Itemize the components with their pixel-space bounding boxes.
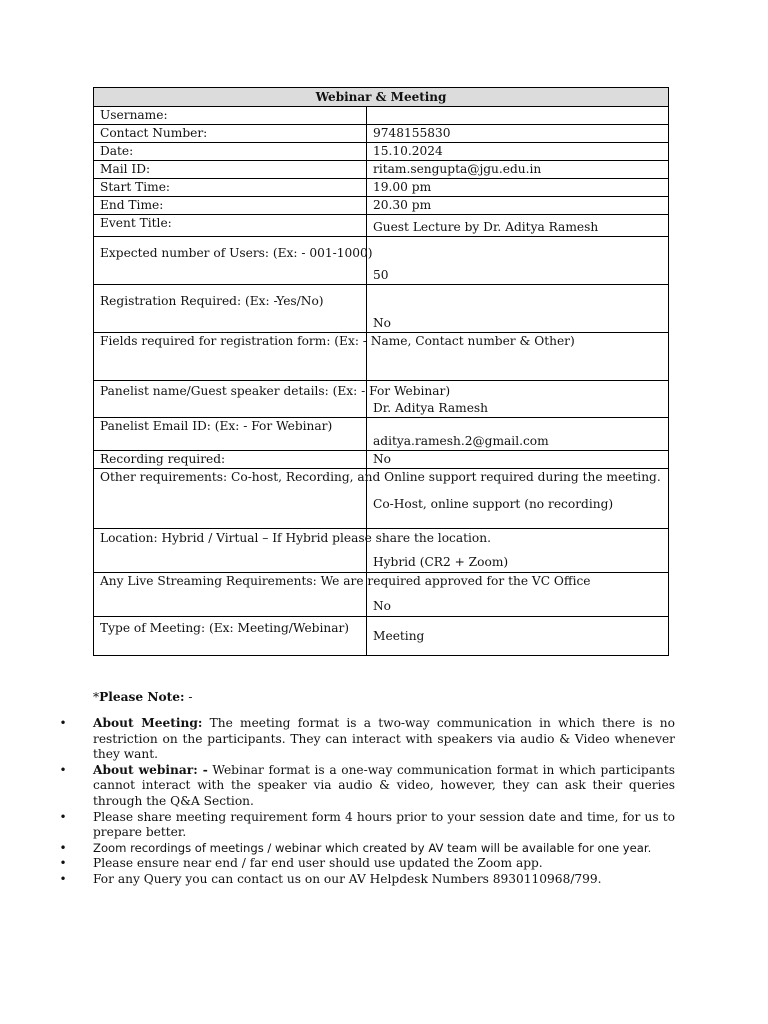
username-label: Username:	[94, 107, 367, 125]
note-title-bold: Please Note:	[99, 690, 185, 704]
event-title-label: Event Title:	[94, 215, 367, 237]
registration-required-label: Registration Required: (Ex: -Yes/No)	[94, 285, 367, 333]
webinar-meeting-form-table	[93, 87, 669, 656]
note-text-zoom-app: Please ensure near end / far end user should use updated the Zoom app.	[93, 856, 543, 871]
registration-required-value: No	[367, 285, 669, 333]
username-value	[367, 107, 669, 125]
table-row	[94, 572, 669, 616]
date-label: Date:	[94, 143, 367, 161]
table-row	[94, 418, 669, 451]
note-text-helpdesk: For any Query you can contact us on our AV Helpdesk Numbers 8930110968/799.	[93, 871, 602, 886]
meeting-type-label: Type of Meeting: (Ex: Meeting/Webinar)	[94, 616, 367, 655]
start-time-value: 19.00 pm	[367, 179, 669, 197]
date-value: 15.10.2024	[367, 143, 669, 161]
note-text-zoom-recordings: Zoom recordings of meetings / webinar which created by AV team will be available for one year.	[93, 840, 652, 855]
panelist-email-value: aditya.ramesh.2@gmail.com	[367, 418, 669, 451]
bullet-icon: •	[59, 871, 67, 886]
note-title-rest: -	[184, 690, 193, 704]
panelist-email-label: Panelist Email ID: (Ex: - For Webinar)	[94, 418, 367, 451]
table-row	[94, 381, 669, 418]
live-streaming-value: No	[367, 572, 669, 616]
expected-users-label: Expected number of Users: (Ex: - 001-1000)	[94, 237, 367, 285]
contact-number-label: Contact Number:	[94, 125, 367, 143]
table-row	[94, 125, 669, 143]
table-row	[94, 179, 669, 197]
table-row	[94, 107, 669, 125]
table-row	[94, 285, 669, 333]
please-note-heading	[93, 690, 193, 704]
note-text-about-meeting: The meeting format is a two-way communication in which there is no restriction on the participants. They can interact with speakers via audio & Video whenever they want.	[93, 716, 675, 762]
table-row	[94, 528, 669, 572]
table-row	[94, 468, 669, 528]
list-item	[58, 841, 675, 857]
list-item	[58, 856, 675, 872]
other-requirements-value: Co-Host, online support (no recording)	[367, 468, 669, 528]
table-row	[94, 161, 669, 179]
note-text-about-webinar: Webinar format is a one-way communication format in which participants cannot interact with the speaker via audio & video, however, they can ask their queries through the Q&A Section.	[93, 762, 676, 808]
end-time-label: End Time:	[94, 197, 367, 215]
table-row	[94, 616, 669, 655]
note-bold-about-webinar: About webinar: -	[93, 762, 208, 777]
table-row	[94, 143, 669, 161]
other-requirements-label: Other requirements: Co-host, Recording, and Online support required during the meeting.	[94, 468, 367, 528]
end-time-value: 20.30 pm	[367, 197, 669, 215]
bullet-icon: •	[59, 856, 67, 871]
bullet-icon: •	[59, 762, 67, 777]
bullet-icon: •	[59, 809, 67, 824]
table-row	[94, 333, 669, 381]
list-item	[58, 763, 675, 810]
table-title: Webinar & Meeting	[94, 88, 669, 107]
registration-fields-label: Fields required for registration form: (Ex: - Name, Contact number & Other)	[94, 333, 367, 381]
note-text-share-form: Please share meeting requirement form 4 hours prior to your session date and time, for us to prepare better.	[93, 809, 675, 840]
recording-required-value: No	[367, 451, 669, 469]
location-value: Hybrid (CR2 + Zoom)	[367, 528, 669, 572]
notes-list	[58, 716, 675, 888]
list-item	[58, 716, 675, 763]
mail-id-value: ritam.sengupta@jgu.edu.in	[367, 161, 669, 179]
list-item	[58, 872, 675, 888]
location-label: Location: Hybrid / Virtual – If Hybrid please share the location.	[94, 528, 367, 572]
note-asterisk: *	[93, 690, 100, 704]
mail-id-label: Mail ID:	[94, 161, 367, 179]
panelist-name-value: Dr. Aditya Ramesh	[367, 381, 669, 418]
bullet-icon: •	[59, 716, 67, 730]
start-time-label: Start Time:	[94, 179, 367, 197]
live-streaming-label: Any Live Streaming Requirements: We are required approved for the VC Office	[94, 572, 367, 616]
note-bold-about-meeting: About Meeting:	[93, 716, 203, 730]
table-row	[94, 451, 669, 469]
bullet-icon: •	[59, 840, 67, 855]
table-row	[94, 197, 669, 215]
panelist-name-label: Panelist name/Guest speaker details: (Ex: - For Webinar)	[94, 381, 367, 418]
list-item	[58, 810, 675, 841]
table-row	[94, 215, 669, 237]
event-title-value: Guest Lecture by Dr. Aditya Ramesh	[367, 215, 669, 237]
expected-users-value: 50	[367, 237, 669, 285]
table-row	[94, 237, 669, 285]
contact-number-value: 9748155830	[367, 125, 669, 143]
recording-required-label: Recording required:	[94, 451, 367, 469]
meeting-type-value: Meeting	[367, 616, 669, 655]
